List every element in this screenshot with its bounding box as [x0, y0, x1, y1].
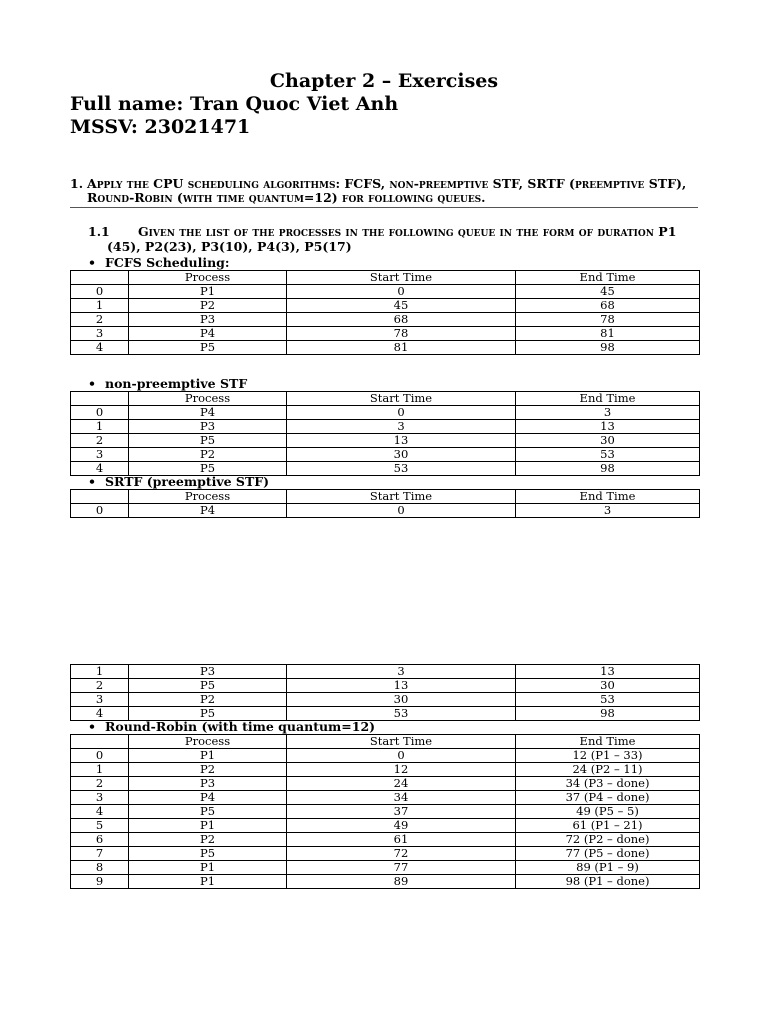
column-header-end-time: End Time [516, 490, 700, 504]
table-row [71, 313, 700, 327]
cell-process: P2 [129, 448, 287, 462]
cell-end-time: 49 (P5 – 5) [516, 805, 700, 819]
srtf-table-part2 [70, 664, 700, 721]
page-title: Chapter 2 – Exercises [269, 70, 499, 92]
cell-end-time: 61 (P1 – 21) [516, 819, 700, 833]
table-header-row [71, 490, 700, 504]
cell-process: P3 [129, 313, 287, 327]
table-header-row [71, 271, 700, 285]
cell-row-index: 2 [71, 679, 129, 693]
table-row [71, 299, 700, 313]
cell-end-time: 77 (P5 – done) [516, 847, 700, 861]
bullet-icon: • [88, 255, 96, 270]
cell-start-time: 30 [287, 448, 516, 462]
column-header-start-time: Start Time [287, 271, 516, 285]
column-header-start-time: Start Time [287, 490, 516, 504]
question-text: Apply the CPU scheduling algorithms: FCFS, non-preemptive STF, SRTF (preemptive STF), Round-Robin (with time quantum=12) for following queues. [87, 176, 687, 205]
cell-row-index: 1 [71, 420, 129, 434]
cell-row-index: 3 [71, 327, 129, 341]
cell-start-time: 53 [287, 707, 516, 721]
bullet-icon: • [88, 474, 96, 489]
table-row [71, 875, 700, 889]
cell-end-time: 53 [516, 448, 700, 462]
cell-start-time: 81 [287, 341, 516, 355]
bullet-icon: • [88, 719, 96, 734]
table-row [71, 434, 700, 448]
column-header-process: Process [129, 392, 287, 406]
cell-process: P5 [129, 847, 287, 861]
table-row [71, 679, 700, 693]
cell-end-time: 68 [516, 299, 700, 313]
cell-end-time: 30 [516, 434, 700, 448]
cell-row-index: 3 [71, 791, 129, 805]
column-header-end-time: End Time [516, 271, 700, 285]
cell-row-index: 8 [71, 861, 129, 875]
cell-process: P1 [129, 861, 287, 875]
table-row [71, 285, 700, 299]
cell-process: P1 [129, 285, 287, 299]
rr-table [70, 734, 700, 889]
cell-process: P2 [129, 833, 287, 847]
cell-end-time: 37 (P4 – done) [516, 791, 700, 805]
full-name: Full name: Tran Quoc Viet Anh [70, 93, 399, 115]
cell-start-time: 24 [287, 777, 516, 791]
fcfs-table [70, 270, 700, 355]
nstf-table [70, 391, 700, 476]
cell-end-time: 53 [516, 693, 700, 707]
cell-row-index: 3 [71, 693, 129, 707]
cell-row-index: 0 [71, 285, 129, 299]
column-header-row-index [71, 735, 129, 749]
cell-row-index: 2 [71, 777, 129, 791]
table-row [71, 341, 700, 355]
table-row [71, 819, 700, 833]
cell-end-time: 98 [516, 341, 700, 355]
cell-row-index: 0 [71, 504, 129, 518]
cell-process: P1 [129, 749, 287, 763]
cell-end-time: 45 [516, 285, 700, 299]
cell-start-time: 0 [287, 504, 516, 518]
table-row [71, 847, 700, 861]
column-header-start-time: Start Time [287, 735, 516, 749]
rr-label: Round-Robin (with time quantum=12) [105, 719, 376, 734]
cell-start-time: 3 [287, 420, 516, 434]
cell-process: P2 [129, 299, 287, 313]
cell-end-time: 72 (P2 – done) [516, 833, 700, 847]
student-id: MSSV: 23021471 [70, 116, 251, 138]
table-row [71, 693, 700, 707]
table-row [71, 327, 700, 341]
table-row [71, 504, 700, 518]
cell-process: P4 [129, 406, 287, 420]
table-row [71, 805, 700, 819]
table-row [71, 763, 700, 777]
srtf-label: SRTF (preemptive STF) [105, 474, 270, 489]
table-row [71, 420, 700, 434]
cell-start-time: 68 [287, 313, 516, 327]
cell-row-index: 1 [71, 763, 129, 777]
column-header-row-index [71, 271, 129, 285]
column-header-start-time: Start Time [287, 392, 516, 406]
cell-row-index: 2 [71, 313, 129, 327]
table-row [71, 861, 700, 875]
cell-end-time: 3 [516, 504, 700, 518]
cell-row-index: 4 [71, 462, 129, 476]
cell-process: P3 [129, 665, 287, 679]
cell-end-time: 3 [516, 406, 700, 420]
cell-process: P5 [129, 341, 287, 355]
cell-start-time: 49 [287, 819, 516, 833]
column-header-row-index [71, 490, 129, 504]
cell-process: P5 [129, 679, 287, 693]
table-row [71, 749, 700, 763]
cell-process: P5 [129, 707, 287, 721]
cell-process: P2 [129, 763, 287, 777]
cell-start-time: 78 [287, 327, 516, 341]
cell-start-time: 3 [287, 665, 516, 679]
table-row [71, 448, 700, 462]
cell-process: P5 [129, 805, 287, 819]
table-row [71, 777, 700, 791]
cell-start-time: 13 [287, 434, 516, 448]
table-row [71, 833, 700, 847]
cell-start-time: 61 [287, 833, 516, 847]
cell-process: P4 [129, 791, 287, 805]
cell-process: P4 [129, 504, 287, 518]
fcfs-label: FCFS Scheduling: [105, 255, 230, 270]
subquestion-text-line2: (45), P2(23), P3(10), P4(3), P5(17) [107, 239, 352, 254]
srtf-table-part1 [70, 489, 700, 518]
cell-row-index: 9 [71, 875, 129, 889]
cell-end-time: 81 [516, 327, 700, 341]
cell-row-index: 7 [71, 847, 129, 861]
cell-process: P3 [129, 777, 287, 791]
cell-process: P4 [129, 327, 287, 341]
bullet-icon: • [88, 376, 96, 391]
divider [70, 207, 698, 208]
cell-row-index: 1 [71, 665, 129, 679]
cell-process: P1 [129, 819, 287, 833]
cell-start-time: 30 [287, 693, 516, 707]
cell-row-index: 0 [71, 406, 129, 420]
cell-end-time: 98 (P1 – done) [516, 875, 700, 889]
cell-row-index: 3 [71, 448, 129, 462]
cell-end-time: 13 [516, 420, 700, 434]
cell-start-time: 37 [287, 805, 516, 819]
cell-start-time: 72 [287, 847, 516, 861]
cell-start-time: 89 [287, 875, 516, 889]
column-header-end-time: End Time [516, 392, 700, 406]
table-header-row [71, 735, 700, 749]
column-header-process: Process [129, 735, 287, 749]
cell-start-time: 0 [287, 406, 516, 420]
column-header-process: Process [129, 490, 287, 504]
cell-end-time: 78 [516, 313, 700, 327]
table-row [71, 791, 700, 805]
cell-process: P5 [129, 462, 287, 476]
cell-row-index: 0 [71, 749, 129, 763]
table-header-row [71, 392, 700, 406]
cell-row-index: 2 [71, 434, 129, 448]
subquestion-number: 1.1 [88, 224, 110, 239]
cell-start-time: 34 [287, 791, 516, 805]
column-header-process: Process [129, 271, 287, 285]
cell-process: P3 [129, 420, 287, 434]
cell-start-time: 0 [287, 285, 516, 299]
cell-start-time: 0 [287, 749, 516, 763]
cell-start-time: 77 [287, 861, 516, 875]
cell-row-index: 5 [71, 819, 129, 833]
nstf-label: non-preemptive STF [105, 376, 248, 391]
cell-start-time: 13 [287, 679, 516, 693]
column-header-row-index [71, 392, 129, 406]
cell-start-time: 53 [287, 462, 516, 476]
table-row [71, 665, 700, 679]
question-number: 1. [70, 176, 84, 191]
cell-end-time: 13 [516, 665, 700, 679]
cell-start-time: 45 [287, 299, 516, 313]
cell-row-index: 4 [71, 341, 129, 355]
cell-end-time: 12 (P1 – 33) [516, 749, 700, 763]
cell-end-time: 34 (P3 – done) [516, 777, 700, 791]
cell-row-index: 4 [71, 707, 129, 721]
subquestion-text-line1: Given the list of the processes in the following queue in the form of duration P1 [138, 224, 677, 239]
cell-end-time: 89 (P1 – 9) [516, 861, 700, 875]
cell-process: P2 [129, 693, 287, 707]
cell-end-time: 24 (P2 – 11) [516, 763, 700, 777]
cell-row-index: 1 [71, 299, 129, 313]
cell-process: P1 [129, 875, 287, 889]
table-row [71, 406, 700, 420]
cell-row-index: 6 [71, 833, 129, 847]
cell-process: P5 [129, 434, 287, 448]
cell-row-index: 4 [71, 805, 129, 819]
cell-end-time: 30 [516, 679, 700, 693]
cell-end-time: 98 [516, 462, 700, 476]
cell-end-time: 98 [516, 707, 700, 721]
cell-start-time: 12 [287, 763, 516, 777]
column-header-end-time: End Time [516, 735, 700, 749]
